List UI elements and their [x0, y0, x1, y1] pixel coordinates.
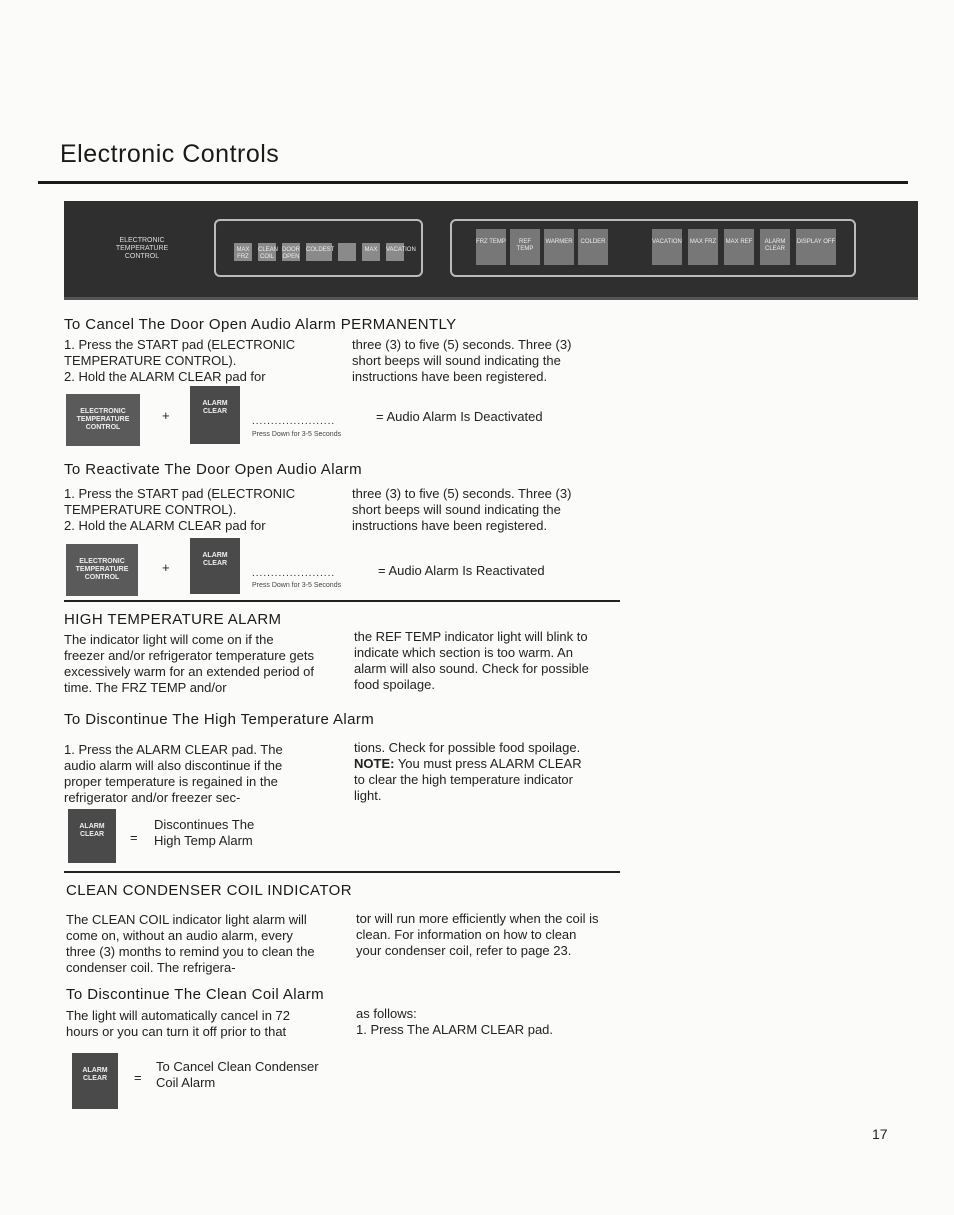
hold-dots: ...................... [252, 568, 336, 579]
high-temp-right-text: the REF TEMP indicator light will blink to indicate which section is too warm. An alarm will also sound. Check for possible food spoilage. [354, 629, 589, 692]
hold-dots: ...................... [252, 416, 336, 427]
hold-duration-label: Press Down for 3-5 Seconds [252, 431, 342, 438]
high-temp-left-text: The indicator light will come on if the freezer and/or refrigerator temperature gets excessively warm for an extended period of time. The FRZ TEMP and/or [64, 632, 315, 695]
step-2: 2. Hold the ALARM CLEAR pad for [64, 518, 266, 533]
panel-pad: REF TEMP [510, 229, 540, 265]
equals-sign: = [130, 830, 138, 845]
discontinue-high-text: tions. Check for possible food spoilage. [354, 740, 581, 755]
reactivate-door-right-text: three (3) to five (5) seconds. Three (3) short beeps will sound indicating the instructions have been registered. [352, 486, 572, 533]
electronic-control-pad-icon: ELECTRONIC TEMPERATURE CONTROL [66, 394, 140, 446]
electronic-control-pad-icon: ELECTRONIC TEMPERATURE CONTROL [66, 544, 138, 596]
discontinue-high-result: Discontinues The High Temp Alarm [154, 817, 255, 848]
panel-pad: MAX FRZ [688, 229, 718, 265]
panel-pad: MAX REF [724, 229, 754, 265]
panel-pad: COLDEST [306, 243, 332, 261]
panel-pad [338, 243, 356, 261]
page-title: Electronic Controls [60, 140, 280, 168]
right-control-group [450, 219, 856, 277]
equals-sign: = [134, 1070, 142, 1085]
section-heading-discontinue-high-temp: To Discontinue The High Temperature Alarm [64, 711, 375, 728]
discontinue-clean-intro: as follows: [356, 1006, 417, 1021]
panel-pad: CLEAN COIL [258, 243, 276, 261]
clean-condenser-right-text: tor will run more efficiently when the coil is clean. For information on how to clean your condenser coil, refer to page 23. [356, 911, 599, 958]
discontinue-clean-result: To Cancel Clean Condenser Coil Alarm [156, 1059, 319, 1090]
discontinue-clean-right-text [356, 1006, 596, 1038]
alarm-clear-pad-icon: ALARM CLEAR [72, 1053, 118, 1109]
plus-sign: + [162, 560, 170, 575]
panel-pad: DOOR OPEN [282, 243, 300, 261]
alarm-clear-pad-icon: ALARM CLEAR [190, 538, 240, 594]
section-heading-cancel-door-alarm: To Cancel The Door Open Audio Alarm PERMANENTLY [64, 316, 457, 333]
panel-pad: MAX FRZ [234, 243, 252, 261]
hold-duration-label: Press Down for 3-5 Seconds [252, 582, 342, 589]
note-text: You must press ALARM CLEAR to clear the high temperature indicator light. [354, 756, 582, 803]
title-rule [38, 181, 908, 184]
discontinue-high-left-text: 1. Press the ALARM CLEAR pad. The audio alarm will also discontinue if the proper temperature is regained in the refrigerator and/or freezer sec- [64, 742, 283, 805]
section-divider [64, 600, 620, 602]
page-number: 17 [872, 1126, 888, 1142]
section-divider [64, 871, 620, 873]
alarm-clear-pad-icon: ALARM CLEAR [190, 386, 240, 444]
plus-sign: + [162, 408, 170, 423]
discontinue-clean-step: 1. Press The ALARM CLEAR pad. [356, 1022, 554, 1037]
panel-pad: ALARM CLEAR [760, 229, 790, 265]
panel-pad: COLDER [578, 229, 608, 265]
cancel-door-right-text: three (3) to five (5) seconds. Three (3) short beeps will sound indicating the instructions have been registered. [352, 337, 572, 384]
reactivate-door-steps [64, 486, 334, 534]
section-heading-high-temp-alarm: HIGH TEMPERATURE ALARM [64, 611, 282, 628]
control-panel-illustration [64, 201, 918, 300]
panel-pad: VACATION [652, 229, 682, 265]
panel-pad: MAX [362, 243, 380, 261]
step-1: 1. Press the START pad (ELECTRONIC TEMPERATURE CONTROL). [64, 337, 296, 368]
left-control-group [214, 219, 423, 277]
section-heading-discontinue-clean-coil: To Discontinue The Clean Coil Alarm [66, 986, 325, 1003]
result-deactivated: = Audio Alarm Is Deactivated [376, 409, 543, 424]
section-heading-clean-condenser: CLEAN CONDENSER COIL INDICATOR [66, 882, 352, 899]
alarm-clear-pad-icon: ALARM CLEAR [68, 809, 116, 863]
step-2: 2. Hold the ALARM CLEAR pad for [64, 369, 266, 384]
panel-pad: FRZ TEMP [476, 229, 506, 265]
cancel-door-steps [64, 337, 334, 385]
result-reactivated: = Audio Alarm Is Reactivated [378, 563, 545, 578]
section-heading-reactivate-door-alarm: To Reactivate The Door Open Audio Alarm [64, 461, 362, 478]
note-label: NOTE: [354, 756, 395, 771]
panel-label: ELECTRONIC TEMPERATURE CONTROL [115, 237, 169, 260]
panel-pad: DISPLAY OFF [796, 229, 836, 265]
step-1: 1. Press the START pad (ELECTRONIC TEMPERATURE CONTROL). [64, 486, 296, 517]
discontinue-clean-left-text: The light will automatically cancel in 72 hours or you can turn it off prior to that [66, 1008, 290, 1039]
panel-pad: VACATION [386, 243, 404, 261]
panel-pad: WARMER [544, 229, 574, 265]
clean-condenser-left-text: The CLEAN COIL indicator light alarm will come on, without an audio alarm, every three (3) months to remind you to clean the condenser coil. The refrigera- [66, 912, 315, 975]
discontinue-high-right-text [354, 740, 592, 804]
